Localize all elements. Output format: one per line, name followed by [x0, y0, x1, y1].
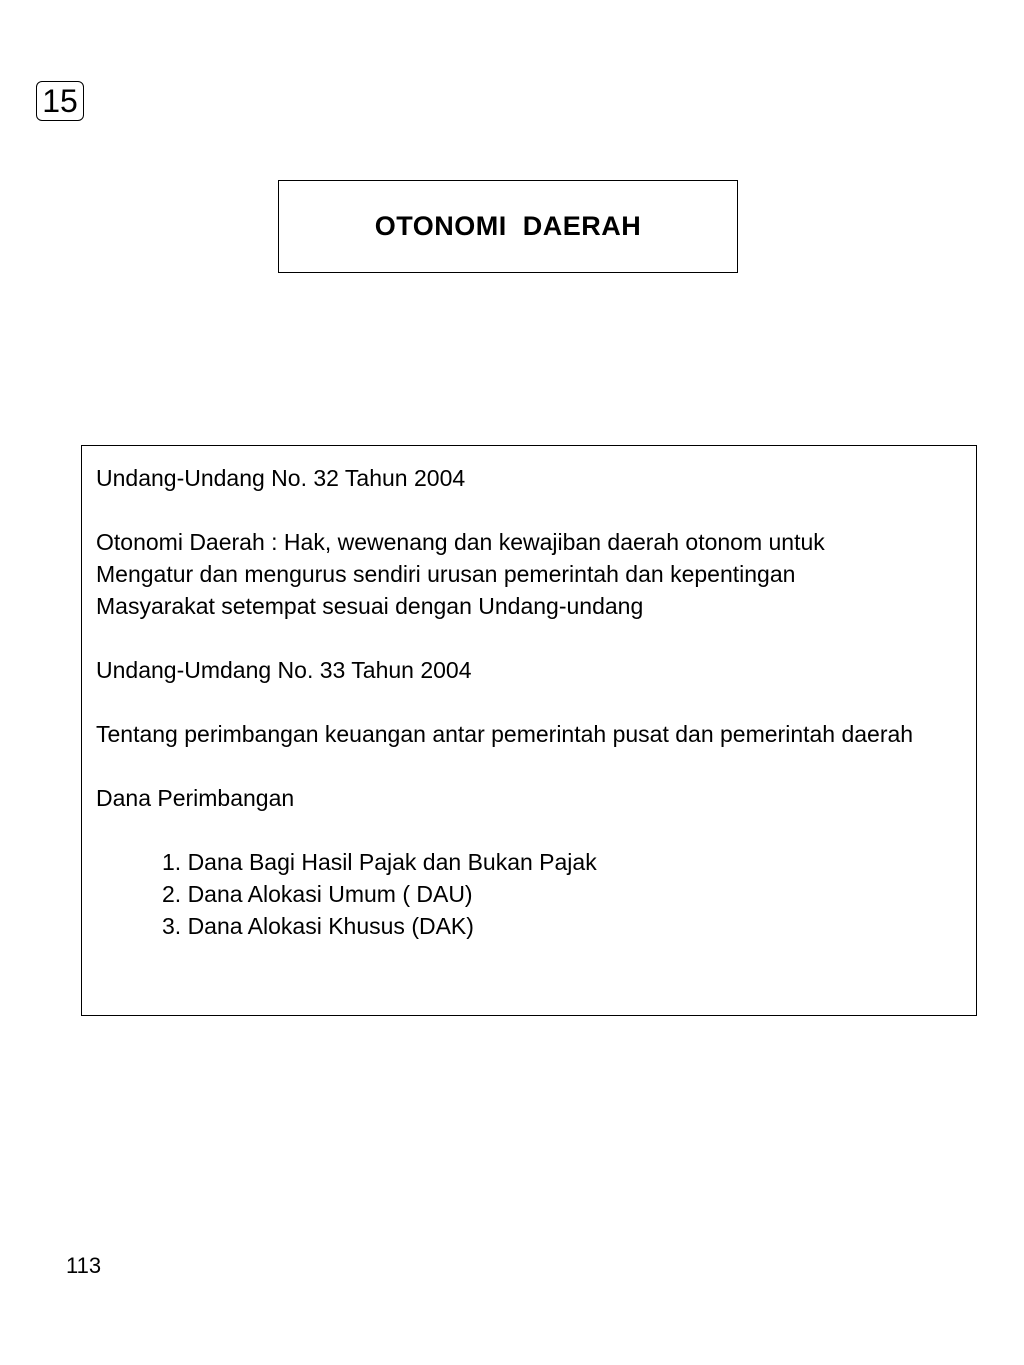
law-2-description: Tentang perimbangan keuangan antar pemerintah pusat dan pemerintah daerah	[96, 721, 914, 747]
dana-perimbangan-list	[96, 846, 962, 942]
law-1-definition	[96, 526, 962, 622]
list-item: 1. Dana Bagi Hasil Pajak dan Bukan Pajak	[162, 849, 597, 875]
law-1-definition-line: Otonomi Daerah : Hak, wewenang dan kewajiban daerah otonom untuk	[96, 529, 825, 555]
dana-perimbangan-heading: Dana Perimbangan	[96, 785, 295, 811]
law-1-heading: Undang-Undang No. 32 Tahun 2004	[96, 465, 466, 491]
list-item: 3. Dana Alokasi Khusus (DAK)	[162, 913, 474, 939]
law-2-heading: Undang-Umdang No. 33 Tahun 2004	[96, 657, 472, 683]
slide-number-badge: 15	[36, 81, 84, 121]
page-number: 113	[66, 1253, 102, 1278]
law-1-definition-line: Mengatur dan mengurus sendiri urusan pemerintah dan kepentingan	[96, 561, 796, 587]
list-item: 2. Dana Alokasi Umum ( DAU)	[162, 881, 473, 907]
law-1-definition-line: Masyarakat setempat sesuai dengan Undang-undang	[96, 593, 644, 619]
content-box	[81, 445, 977, 1016]
title-box	[278, 180, 738, 273]
page-title: OTONOMI DAERAH	[374, 211, 642, 241]
